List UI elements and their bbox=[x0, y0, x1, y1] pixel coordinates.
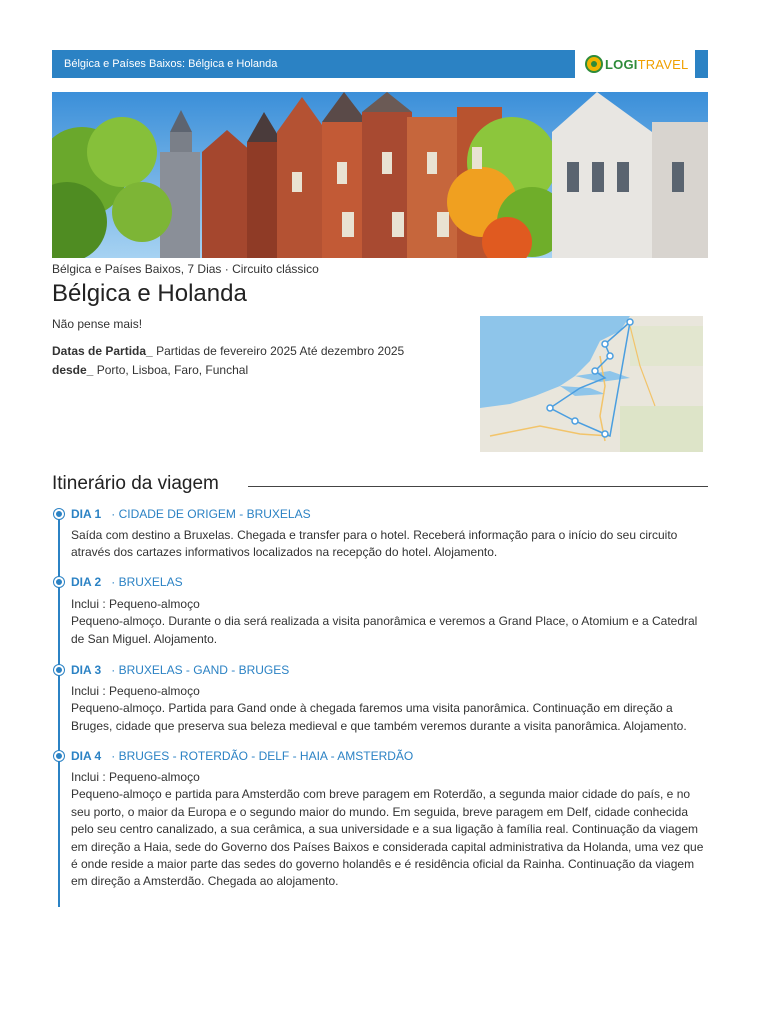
day-description bbox=[71, 527, 726, 562]
itinerary-title: Itinerário da viagem bbox=[52, 473, 219, 494]
day-number: DIA 2 bbox=[71, 575, 102, 589]
header-accent bbox=[695, 50, 708, 78]
departures-info bbox=[52, 344, 404, 358]
day-text-line: Saída com destino a Bruxelas. Chegada e transfer para o hotel. Receberá informação para o início do seu circuito bbox=[71, 528, 678, 542]
day-route: · CIDADE DE ORIGEM - BRUXELAS bbox=[111, 507, 311, 521]
day-text-line: de San Miguel. Alojamento. bbox=[71, 631, 218, 646]
trip-subtitle: Bélgica e Países Baixos, 7 Dias · Circuito clássico bbox=[52, 262, 319, 276]
day-header bbox=[71, 749, 413, 763]
header-bar bbox=[52, 50, 575, 78]
day-header bbox=[71, 507, 311, 521]
day-text-line: Pequeno-almoço e partida para Amsterdão com breve paragem em Roterdão, a segunda maior cidade do país, e no bbox=[71, 787, 691, 802]
day-number: DIA 3 bbox=[71, 663, 102, 677]
route-map[interactable] bbox=[480, 316, 703, 452]
departures-label: Datas de Partida_ bbox=[52, 344, 153, 358]
day-description bbox=[71, 683, 726, 735]
origin-label: desde_ bbox=[52, 363, 94, 377]
itinerary-divider bbox=[248, 486, 708, 487]
timeline-line bbox=[58, 512, 60, 907]
day-text-line: Inclui : Pequeno-almoço bbox=[71, 770, 200, 784]
day-text-line: Pequeno-almoço. Partida para Gand onde à chegada faremos uma visita panorâmica. Continuação em direção a bbox=[71, 701, 673, 716]
day-route: · BRUXELAS bbox=[111, 575, 183, 589]
day-header bbox=[71, 663, 289, 677]
timeline-dot bbox=[54, 751, 64, 761]
timeline-dot bbox=[54, 509, 64, 519]
day-text-line: Inclui : Pequeno-almoço bbox=[71, 684, 200, 698]
day-text-line: Bruges, cidade que preserva sua beleza medieval e que também veremos durante a visita panorâmica. Alojamento. bbox=[71, 718, 687, 733]
day-text-line: Pequeno-almoço. Durante o dia será realizada a visita panorâmica e veremos a Grand Place, o Atomium e a Catedral bbox=[71, 614, 698, 629]
day-text-line: é onde reside a maior parte das sedes do governo holandês e é residência oficial da Rainha. Continuação da viagem bbox=[71, 857, 695, 872]
day-text-line: através dos cartazes informativos localizados na recepção do hotel. Alojamento. bbox=[71, 545, 498, 560]
page-title: Bélgica e Holanda bbox=[52, 280, 247, 307]
day-route: · BRUXELAS - GAND - BRUGES bbox=[111, 663, 290, 677]
day-text-line: em direção a Amsterdão. Chegada ao alojamento. bbox=[71, 874, 339, 889]
origin-info bbox=[52, 363, 248, 377]
timeline-dot bbox=[54, 665, 64, 675]
day-description bbox=[71, 769, 726, 891]
day-text-line: pelo seu centro canalizado, a sua cerâmica, a sua universidade e a sua ligação à família real. Continuação da viagem bbox=[71, 822, 699, 837]
day-number: DIA 1 bbox=[71, 507, 102, 521]
day-text-line: seu porto, o maior da Europa e o segundo maior do mundo. Em seguida, breve paragem em Delf, cidade conhecida bbox=[71, 804, 689, 819]
day-header bbox=[71, 575, 183, 589]
day-text-line: em direção a Haia, sede do Governo dos Países Baixos e considerada capital administrativa da Holanda, uma vez que bbox=[71, 839, 704, 854]
day-number: DIA 4 bbox=[71, 749, 102, 763]
logo-text-travel: TRAVEL bbox=[637, 56, 689, 72]
day-description bbox=[71, 596, 726, 648]
timeline-dot bbox=[54, 577, 64, 587]
day-route: · BRUGES - ROTERDÃO - DELF - HAIA - AMSTERDÃO bbox=[111, 749, 414, 763]
departures-value: Partidas de fevereiro 2025 Até dezembro 2025 bbox=[156, 344, 405, 358]
origin-value: Porto, Lisboa, Faro, Funchal bbox=[96, 363, 249, 377]
day-text-line: Inclui : Pequeno-almoço bbox=[71, 597, 200, 611]
logo-text-logi: LOGI bbox=[605, 56, 638, 72]
breadcrumb: Bélgica e Países Baixos: Bélgica e Holanda bbox=[64, 58, 278, 70]
hero-image bbox=[52, 92, 708, 258]
logo-globe-icon bbox=[585, 55, 603, 73]
tagline: Não pense mais! bbox=[52, 317, 143, 331]
logitravel-logo[interactable] bbox=[575, 50, 695, 78]
